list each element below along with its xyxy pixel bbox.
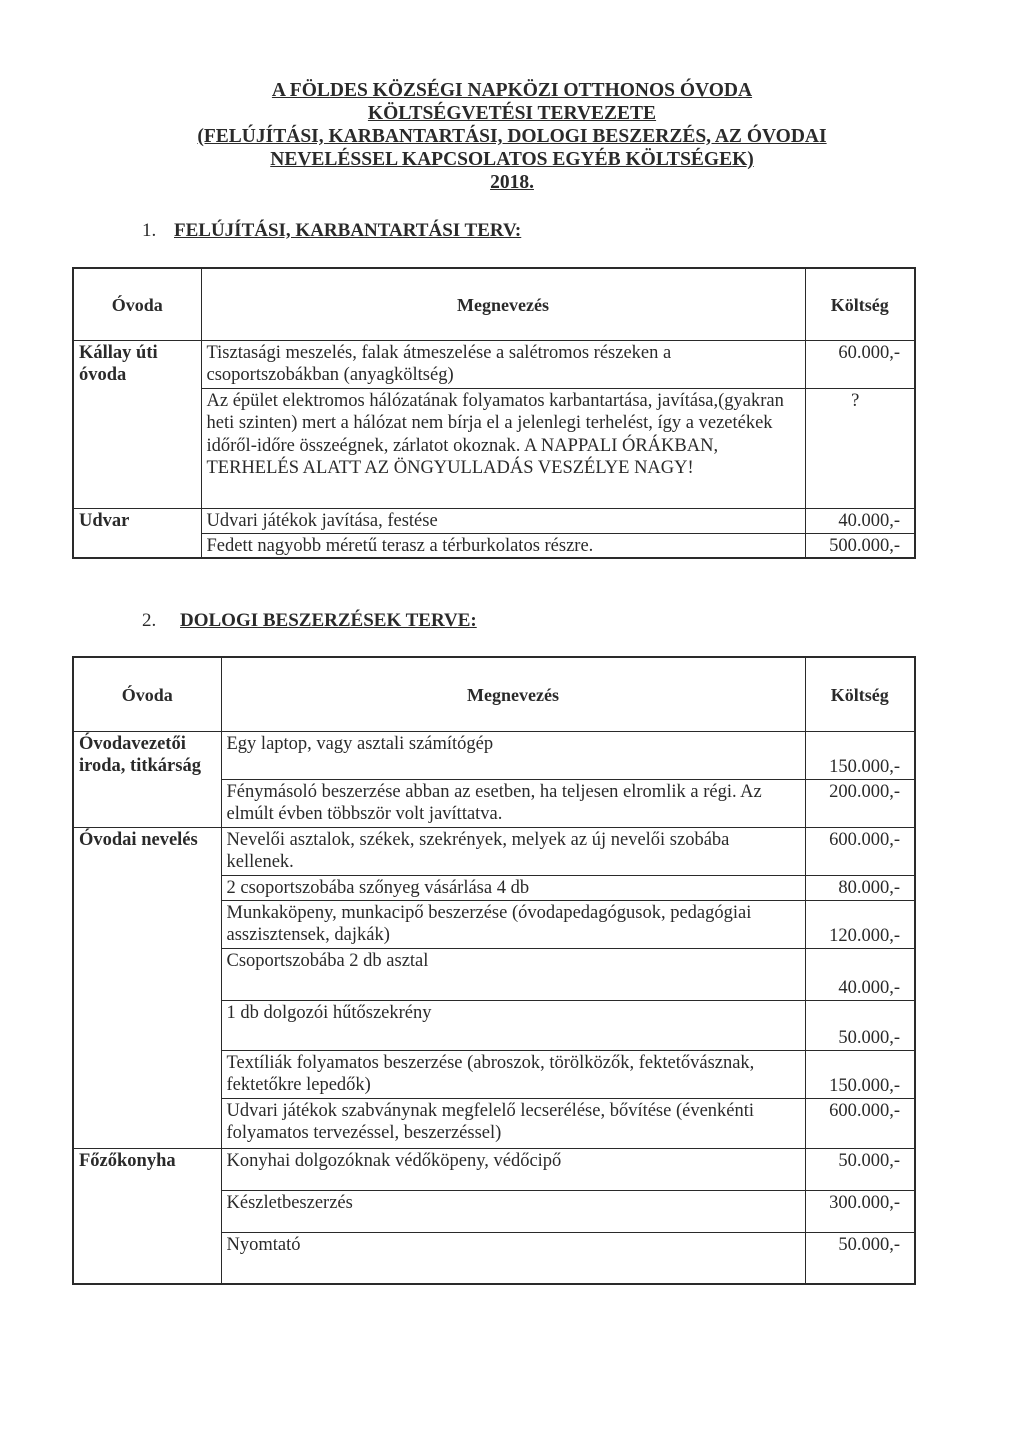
cost-cell: 60.000,- (805, 340, 915, 388)
cost-cell: 200.000,- (805, 779, 915, 827)
description-cell: Fénymásoló beszerzése abban az esetben, ha teljesen elromlik a régi. Az elmúlt évben többször volt javíttatva. (221, 779, 805, 827)
description-text: Az épület elektromos hálózatának folyamatos karbantartása, javítása,(gyakran heti szinten) mert a hálózat nem bírja el a jelenlegi terhelést, így a vezetékek időről-időre összeégnek, zárlatot okoznak. A NAPPALI ÓRÁKBAN, TERHELÉS ALATT AZ ÖNGYULLADÁS VESZÉLYE NAGY! (206, 390, 784, 478)
institution-cell: Óvodai nevelés (73, 827, 221, 1148)
description-cell (201, 388, 805, 508)
cost-cell: 40.000,- (805, 508, 915, 533)
title-line: 2018. (490, 172, 534, 193)
renovation-table (72, 267, 916, 559)
cost-cell: 600.000,- (805, 827, 915, 875)
table-row (73, 508, 915, 533)
section-heading-renovation (142, 220, 521, 242)
section-number: 2. (142, 610, 157, 631)
header-koltseg: Költség (805, 268, 915, 340)
table-header-row (73, 268, 915, 340)
cost-cell: 300.000,- (805, 1190, 915, 1232)
cost-cell: 50.000,- (805, 1148, 915, 1190)
header-megnevezes: Megnevezés (201, 268, 805, 340)
table-row (73, 827, 915, 875)
institution-cell: Kállay úti óvoda (73, 340, 201, 508)
institution-cell: Óvodavezetői iroda, titkárság (73, 731, 221, 827)
title-line: A FÖLDES KÖZSÉGI NAPKÖZI OTTHONOS ÓVODA (271, 80, 753, 101)
procurement-table (72, 656, 916, 1285)
description-cell: Munkaköpeny, munkacipő beszerzése (óvodapedagógusok, pedagógiai asszisztensek, dajkák) (221, 900, 805, 948)
cost-cell: 50.000,- (805, 1232, 915, 1284)
header-ovoda: Óvoda (73, 657, 221, 731)
table-header-row (73, 657, 915, 731)
description-cell: Textíliák folyamatos beszerzése (abroszok, törölközők, fektetővásznak, fektetőkre lepedők) (221, 1050, 805, 1098)
description-cell: Egy laptop, vagy asztali számítógép (221, 731, 805, 779)
section-heading-procurement (142, 610, 477, 632)
description-cell: Fedett nagyobb méretű terasz a térburkolatos részre. (201, 533, 805, 558)
title-line: NEVELÉSSEL KAPCSOLATOS EGYÉB KÖLTSÉGEK) (270, 149, 754, 170)
cost-cell: 500.000,- (805, 533, 915, 558)
description-cell: Udvari játékok szabványnak megfelelő lecserélése, bővítése (évenkénti folyamatos tervezéssel, beszerzéssel) (221, 1098, 805, 1148)
header-koltseg: Költség (805, 657, 915, 731)
section-title: FELÚJÍTÁSI, KARBANTARTÁSI TERV: (174, 220, 522, 241)
cost-cell: 80.000,- (805, 875, 915, 900)
description-cell: Készletbeszerzés (221, 1190, 805, 1232)
table-row (73, 340, 915, 388)
section-title: DOLOGI BESZERZÉSEK TERVE: (180, 610, 477, 631)
table-row (73, 731, 915, 779)
description-cell: Tisztasági meszelés, falak átmeszelése a salétromos részeken a csoportszobákban (anyagköltség) (201, 340, 805, 388)
header-megnevezes: Megnevezés (221, 657, 805, 731)
institution-cell: Udvar (73, 508, 201, 558)
description-cell: Nyomtató (221, 1232, 805, 1284)
header-ovoda: Óvoda (73, 268, 201, 340)
description-cell: 1 db dolgozói hűtőszekrény (221, 1000, 805, 1050)
description-cell: Konyhai dolgozóknak védőköpeny, védőcipő (221, 1148, 805, 1190)
title-line: (FELÚJÍTÁSI, KARBANTARTÁSI, DOLOGI BESZERZÉS, AZ ÓVODAI (197, 126, 827, 147)
description-cell: 2 csoportszobába szőnyeg vásárlása 4 db (221, 875, 805, 900)
description-cell: Udvari játékok javítása, festése (201, 508, 805, 533)
cost-cell: 150.000,- (805, 731, 915, 779)
title-line: KÖLTSÉGVETÉSI TERVEZETE (367, 103, 657, 124)
institution-cell: Főzőkonyha (73, 1148, 221, 1284)
description-cell: Nevelői asztalok, székek, szekrények, melyek az új nevelői szobába kellenek. (221, 827, 805, 875)
cost-cell: ? (805, 388, 915, 508)
cost-cell: 150.000,- (805, 1050, 915, 1098)
description-cell: Csoportszobába 2 db asztal (221, 948, 805, 1000)
cost-cell: 40.000,- (805, 948, 915, 1000)
table-row (73, 1148, 915, 1190)
cost-cell: 120.000,- (805, 900, 915, 948)
section-number: 1. (142, 220, 157, 241)
cost-cell: 600.000,- (805, 1098, 915, 1148)
cost-cell: 50.000,- (805, 1000, 915, 1050)
document-title (0, 79, 1024, 194)
